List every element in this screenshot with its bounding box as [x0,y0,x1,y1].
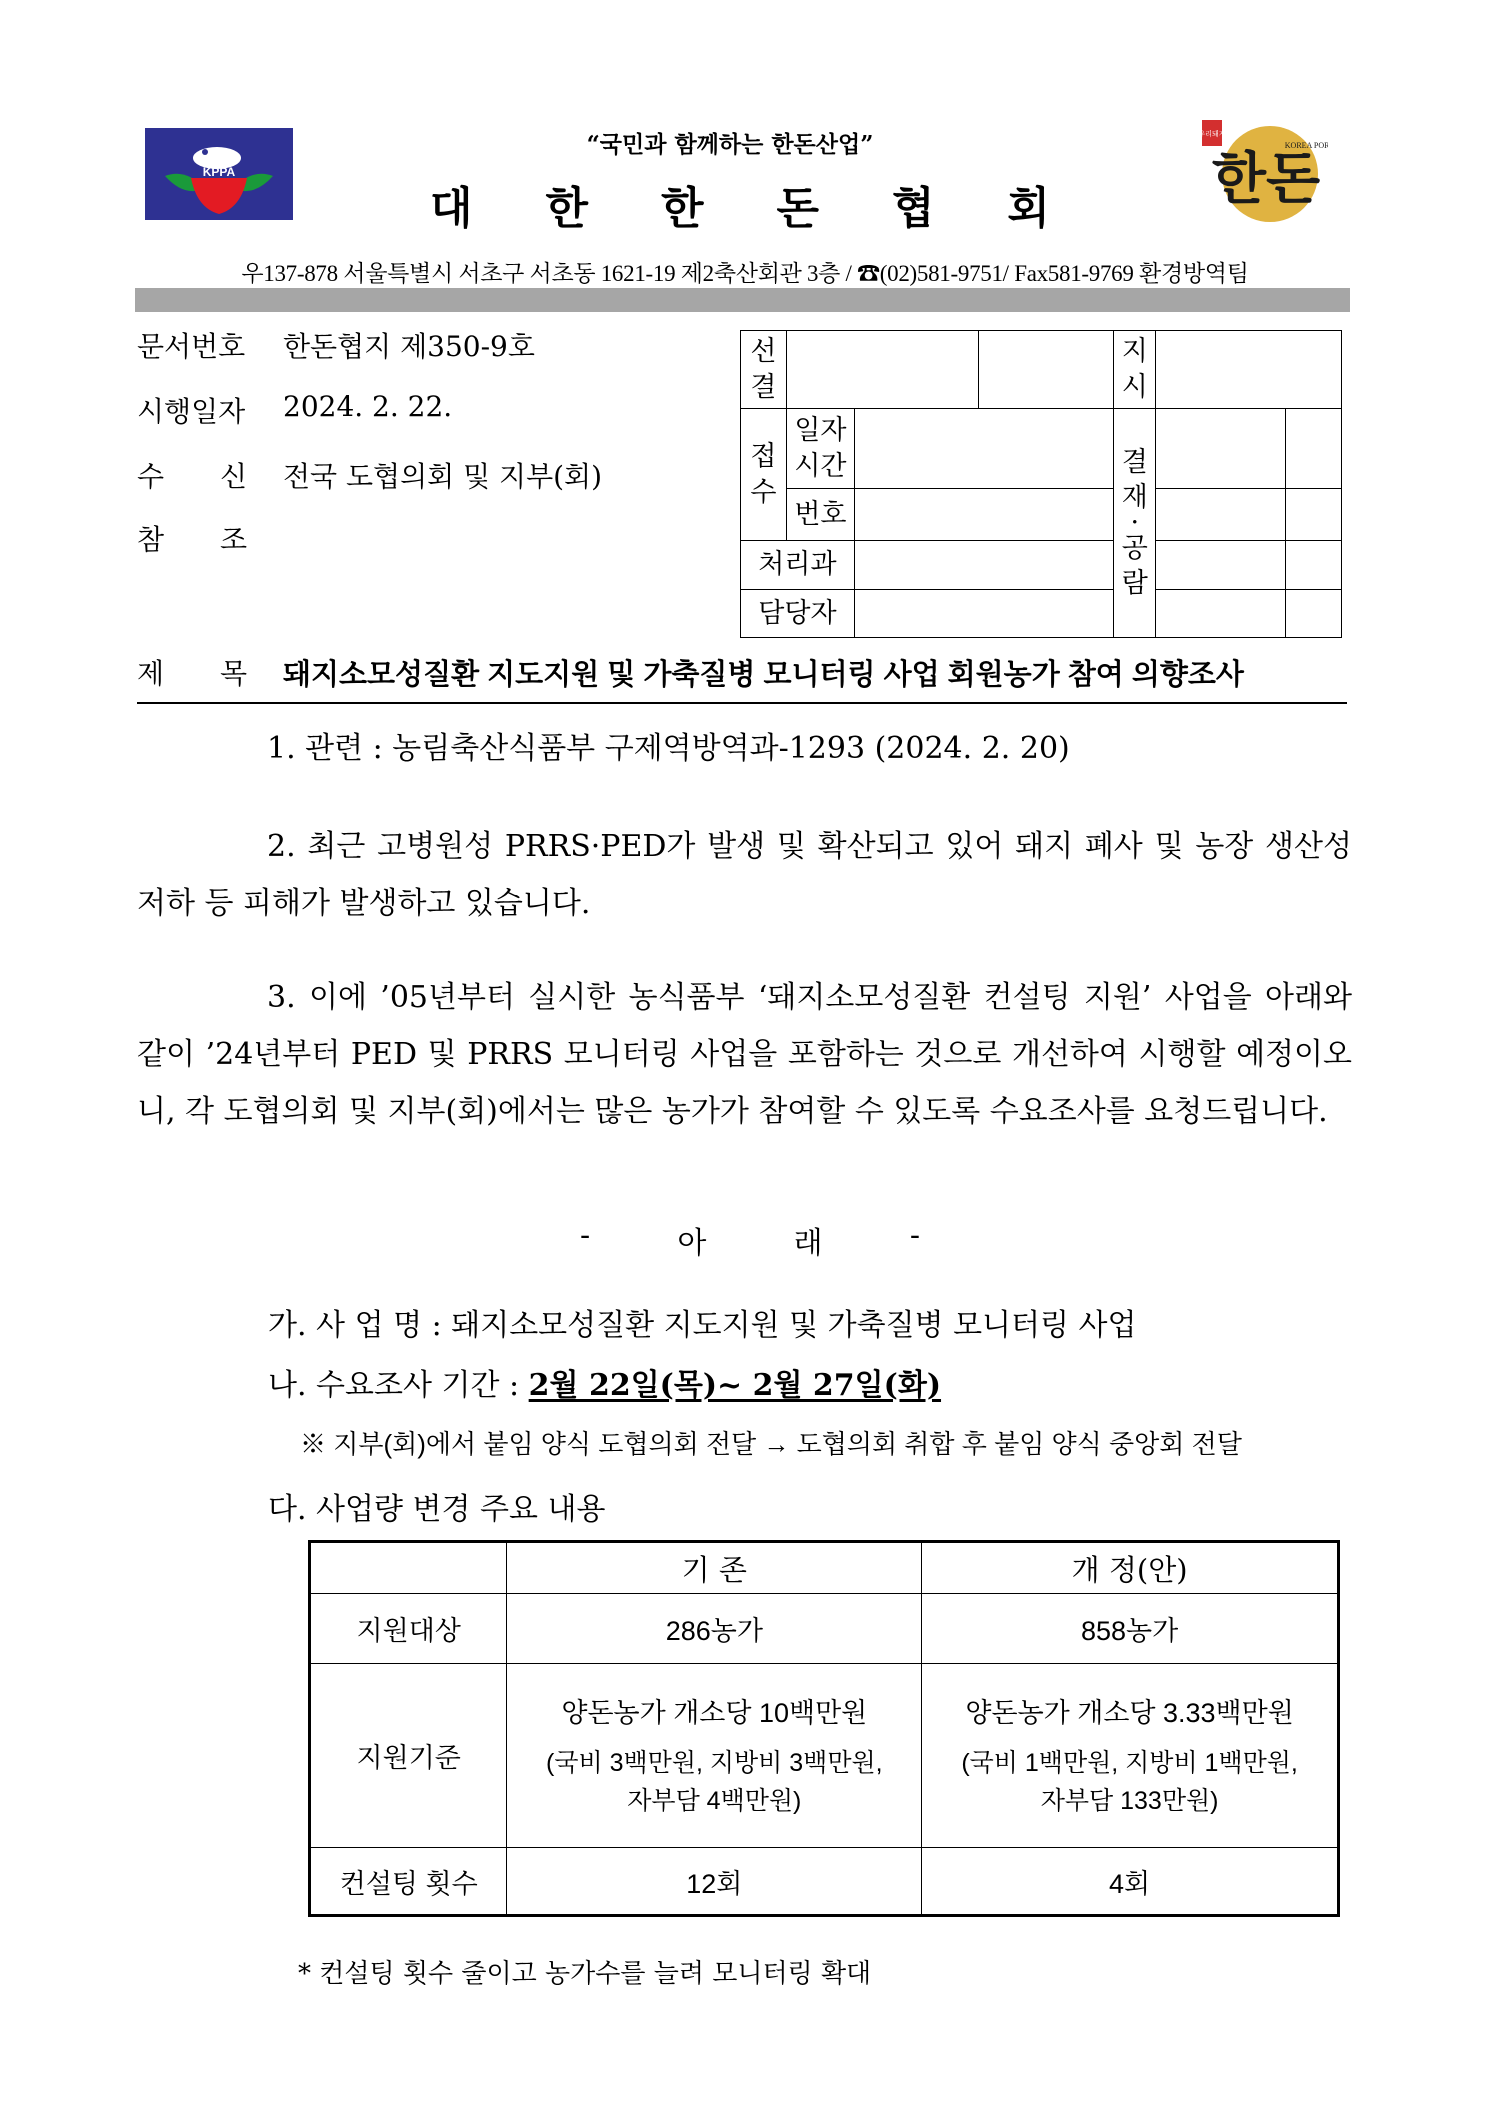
row-label: 지원대상 [310,1594,507,1664]
subject-underline [137,702,1347,704]
svg-text:KOREA PORK: KOREA POR [1284,141,1328,150]
jeopsu-label: 접 수 [741,409,787,541]
row-label: 지원기준 [310,1664,507,1848]
subject-text: 돼지소모성질환 지도지원 및 가축질병 모니터링 사업 회원농가 참여 의향조사 [283,659,1244,691]
comparison-table [308,1540,1340,1914]
seongyeol-cell-2 [978,331,1114,409]
revised-value: 4회 [922,1848,1339,1916]
revised-value: 858농가 [922,1594,1339,1664]
jisi-label: 지 시 [1114,331,1156,409]
seongyeol-cell-1 [786,331,978,409]
existing-value: 12회 [507,1848,922,1916]
address-line: 우137-878 서울특별시 서초구 서초동 1621-19 제2축산회관 3층 / ☎(02)581-9751/ Fax581-9769 환경방역팀 [241,261,1249,286]
ilja-sigan-cell [854,409,1113,489]
ilja-sigan-label: 일자 시간 [786,409,854,489]
cheorigwa-label: 처리과 [741,541,855,590]
slogan: “국민과 함께하는 한돈산업” [586,131,874,158]
item-ga: 가. 사 업 명 : 돼지소모성질환 지도지원 및 가축질병 모니터링 사업 [268,1308,1137,1343]
approval-box [740,330,1342,637]
revised-value: 양돈농가 개소당 3.33백만원 (국비 1백만원, 지방비 1백만원, 자부담 133만원) [922,1664,1339,1848]
gyeoljae-cell-3a [1156,541,1286,590]
gyeoljae-cell-4b [1286,590,1342,638]
paragraph-1: 1. 관련 : 농림축산식품부 구제역방역과-1293 (2024. 2. 20) [267,731,1070,766]
svg-text:우리돼지: 우리돼지 [1200,130,1226,138]
gyeoljae-cell-1b [1286,409,1342,489]
item-na: 나. 수요조사 기간 : 2월 22일(목)~ 2월 27일(화) [268,1368,942,1403]
existing-value: 양돈농가 개소당 10백만원 (국비 3백만원, 지방비 3백만원, 자부담 4백만원) [507,1664,922,1848]
table-header-existing: 기 존 [507,1542,922,1594]
table-row [310,1594,1339,1664]
table-header-revised: 개 정(안) [922,1542,1339,1594]
existing-value: 286농가 [507,1594,922,1664]
organization-name: 대 한 한 돈 협 회 [430,183,1050,234]
damdangja-label: 담당자 [741,590,855,638]
korea-pork-logo [1200,118,1328,228]
footnote: * 컨설팅 횟수 줄이고 농가수를 늘려 모니터링 확대 [298,1959,872,1989]
gyeoljae-label: 결 재 · 공 람 [1114,409,1156,638]
paragraph-3: 3. 이에 ’05년부터 실시한 농식품부 ‘돼지소모성질환 컨설팅 지원’ 사업을 아래와 같이 ’24년부터 PED 및 PRRS 모니터링 사업을 포함하는 것으로 개선하여 시행할 예정이오니, 각 도협의회 및 지부(회)에서는 많은 농가가 참여할 수 있도록 수요조사를 요청드립니다. [137,980,1352,1129]
table-row [310,1848,1339,1916]
cheorigwa-cell [854,541,1113,590]
paragraph-2: 2. 최근 고병원성 PRRS·PED가 발생 및 확산되고 있어 돼지 폐사 및 농장 생산성 저하 등 피해가 발생하고 있습니다. [137,829,1352,921]
kppa-logo [145,128,293,220]
below-heading: - 아 래 - [580,1218,920,1261]
table-header-empty [310,1542,507,1594]
item-da: 다. 사업량 변경 주요 내용 [268,1492,606,1527]
table-row [310,1664,1339,1848]
gyeoljae-cell-2a [1156,489,1286,541]
gyeoljae-cell-4a [1156,590,1286,638]
damdangja-cell [854,590,1113,638]
table-header-row [310,1542,1339,1594]
row-label: 컨설팅 횟수 [310,1848,507,1916]
header-divider [135,288,1350,312]
beonho-cell [854,489,1113,541]
seongyeol-label: 선 결 [741,331,787,409]
svg-text:KPPA: KPPA [202,165,236,179]
subject-label: 제 목 [137,657,248,690]
gyeoljae-cell-3b [1286,541,1342,590]
gyeoljae-cell-2b [1286,489,1342,541]
jisi-cell [1156,331,1342,409]
beonho-label: 번호 [786,489,854,541]
gyeoljae-cell-1a [1156,409,1286,489]
survey-period: 2월 22일(목)~ 2월 27일(화) [528,1368,942,1403]
note: ※ 지부(회)에서 붙임 양식 도협의회 전달 → 도협의회 취합 후 붙임 양식 중앙회 전달 [300,1429,1242,1459]
svg-text:한돈: 한돈 [1211,146,1321,212]
